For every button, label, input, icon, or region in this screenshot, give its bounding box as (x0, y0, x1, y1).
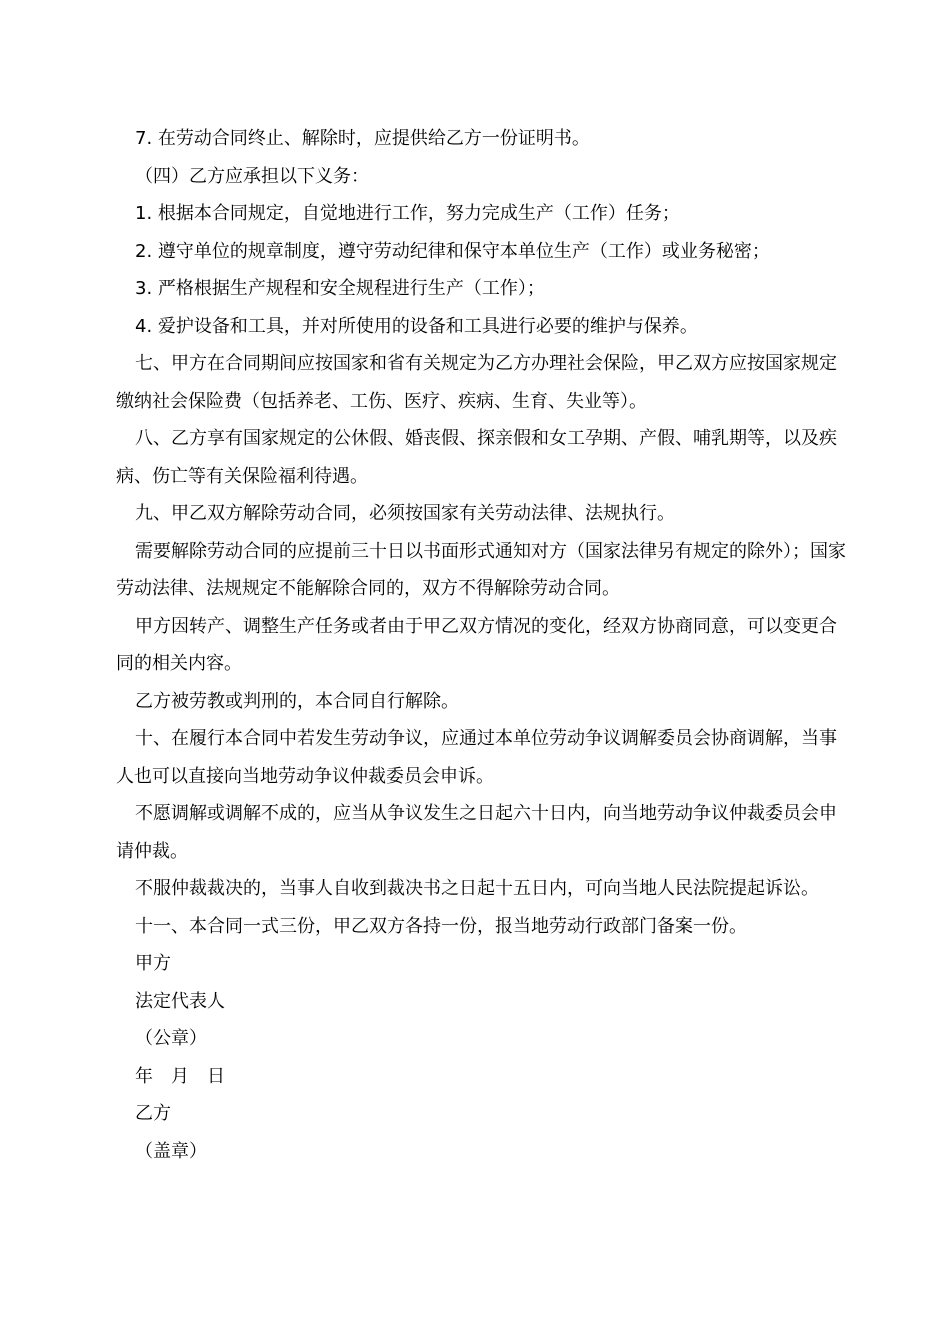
clause-paragraph: （四）乙方应承担以下义务： (135, 165, 369, 187)
clause-paragraph: 4. 爱护设备和工具，并对所使用的设备和工具进行必要的维护与保养。 (135, 315, 698, 337)
clause-paragraph: 九、甲乙双方解除劳动合同，必须按国家有关劳动法律、法规执行。 (135, 503, 675, 524)
clause-paragraph: 乙方被劳教或判刑的，本合同自行解除。 (135, 690, 459, 712)
seal-label: （盖章） (135, 1140, 207, 1162)
clause-paragraph: 3. 严格根据生产规程和安全规程进行生产（工作）； (135, 278, 545, 299)
party-b-label: 乙方 (135, 1103, 171, 1124)
clause-paragraph: 七、甲方在合同期间应按国家和省有关规定为乙方办理社会保险，甲乙双方应按国家规定缴纳社会保险费（包括养老、工伤、医疗、疾病、生育、失业等）。 (116, 353, 837, 412)
document-body (116, 120, 846, 1170)
official-seal-label: （公章） (135, 1028, 207, 1049)
date-line: 年 月 日 (135, 1065, 225, 1087)
clause-paragraph: 不服仲裁裁决的，当事人自收到裁决书之日起十五日内，可向当地人民法院提起诉讼。 (135, 878, 819, 899)
legal-representative-label: 法定代表人 (135, 990, 225, 1012)
clause-paragraph: 甲方因转产、调整生产任务或者由于甲乙双方情况的变化，经双方协商同意，可以变更合同的相关内容。 (116, 615, 837, 674)
clause-paragraph: 7. 在劳动合同终止、解除时，应提供给乙方一份证明书。 (135, 128, 590, 149)
clause-paragraph: 十、在履行本合同中若发生劳动争议，应通过本单位劳动争议调解委员会协商调解，当事人也可以直接向当地劳动争议仲裁委员会申诉。 (116, 728, 837, 787)
clause-paragraph: 2. 遵守单位的规章制度，遵守劳动纪律和保守本单位生产（工作）或业务秘密； (135, 240, 770, 262)
clause-paragraph: 八、乙方享有国家规定的公休假、婚丧假、探亲假和女工孕期、产假、哺乳期等，以及疾病、伤亡等有关保险福利待遇。 (116, 428, 837, 487)
clause-paragraph: 十一、本合同一式三份，甲乙双方各持一份，报当地劳动行政部门备案一份。 (135, 915, 747, 937)
clause-paragraph: 需要解除劳动合同的应提前三十日以书面形式通知对方（国家法律另有规定的除外）；国家劳动法律、法规规定不能解除合同的，双方不得解除劳动合同。 (116, 540, 846, 599)
clause-paragraph: 1. 根据本合同规定，自觉地进行工作，努力完成生产（工作）任务； (135, 203, 680, 224)
clause-paragraph: 不愿调解或调解不成的，应当从争议发生之日起六十日内，向当地劳动争议仲裁委员会申请仲裁。 (116, 803, 837, 862)
party-a-label: 甲方 (135, 953, 171, 974)
